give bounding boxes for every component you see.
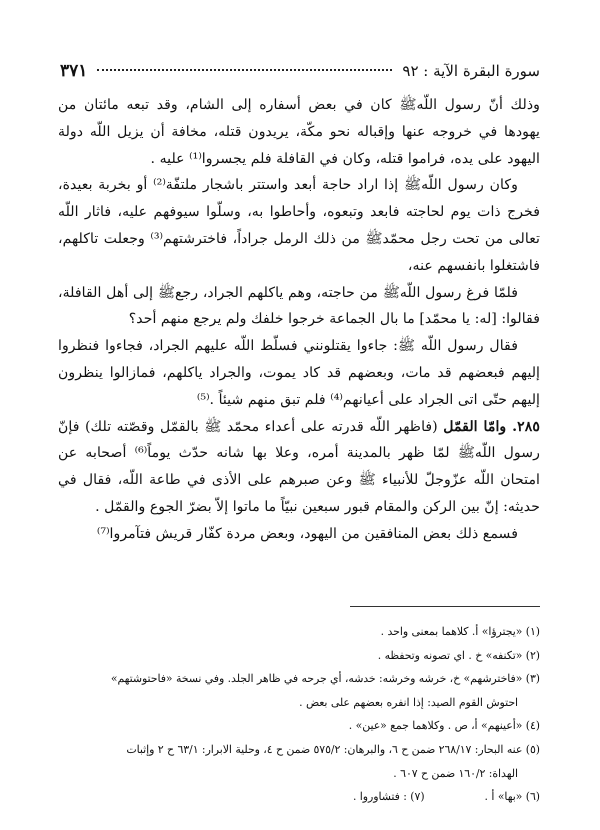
footnote-7: (٧) : فتشاوروا . — [352, 790, 425, 804]
paragraph-6: فسمع ذلك بعض المنافقين من اليهود، وبعض مردة كفّار قريش فتآمروا⁽⁷⁾ — [96, 525, 518, 542]
footnote-5-continued: الهداة: ١٦٠/٢ ضمن ح ٦٠٧ . — [393, 766, 518, 780]
footnotes — [58, 620, 540, 809]
footnote-6: (٦) «بها» أ . — [484, 790, 540, 804]
footnote-2: (٢) «تكنفه» خ . اي تصونه وتحفظه . — [377, 648, 540, 662]
footnote-row-6-7 — [58, 785, 540, 809]
page-number: ٣٧١ — [60, 61, 88, 81]
paragraph-5 — [58, 414, 540, 521]
section-heading: ٢٨٥. وامّا القمّل — [443, 418, 540, 435]
header-dotted-rule — [97, 69, 392, 71]
paragraph-4: فقال رسول اللّه ﷺ: جاءوا يقتلونني فسلّط اللّه عليهم الجراد، فجاءوا فنظروا إليهم فبعضهم قد مات، وبعضهم قد كاد يموت، والجراد ياكلهم، فمازالوا ينظرون إليهم حتّى اتى الجراد على أعيانهم⁽⁴⁾ فلم تبق منهم شيئاً .⁽⁵⁾ — [58, 338, 540, 408]
footnote-3: (٣) «فاخترشهم» خ، خرشه وخرشه: خدشه، أي جرحه في ظاهر الجلد. وفي نسخة «فاحتوشتهم» — [110, 672, 540, 686]
paragraph-1: وذلك أنّ رسول اللّهﷺ كان في بعض أسفاره إلى الشام، وقد تبعه مائتان من يهودها في خروجه عنها وإقباله نحو مكّة، يريدون قتله، مخافة أن يزيل اللّه دولة اليهود على يده، فراموا قتله، وكان في القافلة فلم يجسروا⁽¹⁾ عليه . — [58, 97, 540, 167]
footnote-separator — [350, 606, 540, 607]
paragraph-5-text: (فاظهر اللّه قدرته على أعداء محمّد ﷺ بالقمّل وقصّته تلك) فإنّ رسول اللّهﷺ لمّا ظهر بالمدينة أمره، وعلا بها شانه حدّث يوماً⁽⁶⁾ أصحابه عن امتحان اللّه عزّوجلّ للأنبياء ﷺ وعن صبرهم على الأذى في طاعة اللّه، فقال في حديثه: إنّ بين الركن والمقام قبور سبعين نبيّاً ما ماتوا إلاّ بضرّ الجوع والقمّل . — [58, 418, 541, 515]
footnote-1: (١) «يجترؤا» أ. كلاهما بمعنى واحد . — [380, 625, 540, 638]
main-text — [58, 92, 540, 548]
footnote-3-continued: احتوش القوم الصيد: إذا انفره بعضهم على بعض . — [299, 695, 518, 709]
paragraph-2: وكان رسول اللّهﷺ إذا اراد حاجة أبعد واستتر باشجار ملتفّة⁽²⁾ أو بخربة بعيدة، فخرج ذات يوم لحاجته فابعد وتبعوه، وأحاطوا به، وسلّوا سيوفهم عليه، فاثار اللّه تعالى من تحت رجل محمّدﷺ من ذلك الرمل جراداً، فاخترشتهم⁽³⁾ وجعلت تاكلهم، فاشتغلوا بانفسهم عنه، — [58, 177, 540, 274]
footnote-4: (٤) «أعينهم» أ، ص . وكلاهما جمع «عين» . — [348, 719, 540, 733]
running-title: سورة البقرة الآية : ٩٢ — [402, 62, 540, 80]
footnote-5: (٥) عنه البحار: ٢٦٨/١٧ ضمن ح ٦، والبرهان: ٥٧٥/٢ ضمن ح ٤، وحلية الابرار: ٦٣/١ ح ٢ وإثبات — [126, 742, 540, 756]
paragraph-3: فلمّا فرغ رسول اللّهﷺ من حاجته، وهم ياكلهم الجراد، رجعﷺ إلى أهل القافلة، فقالوا: [له: يا محمّد] ما بال الجماعة خرجوا خلفك ولم يرجع منهم أحد؟ — [58, 284, 540, 328]
page-header — [60, 56, 540, 86]
